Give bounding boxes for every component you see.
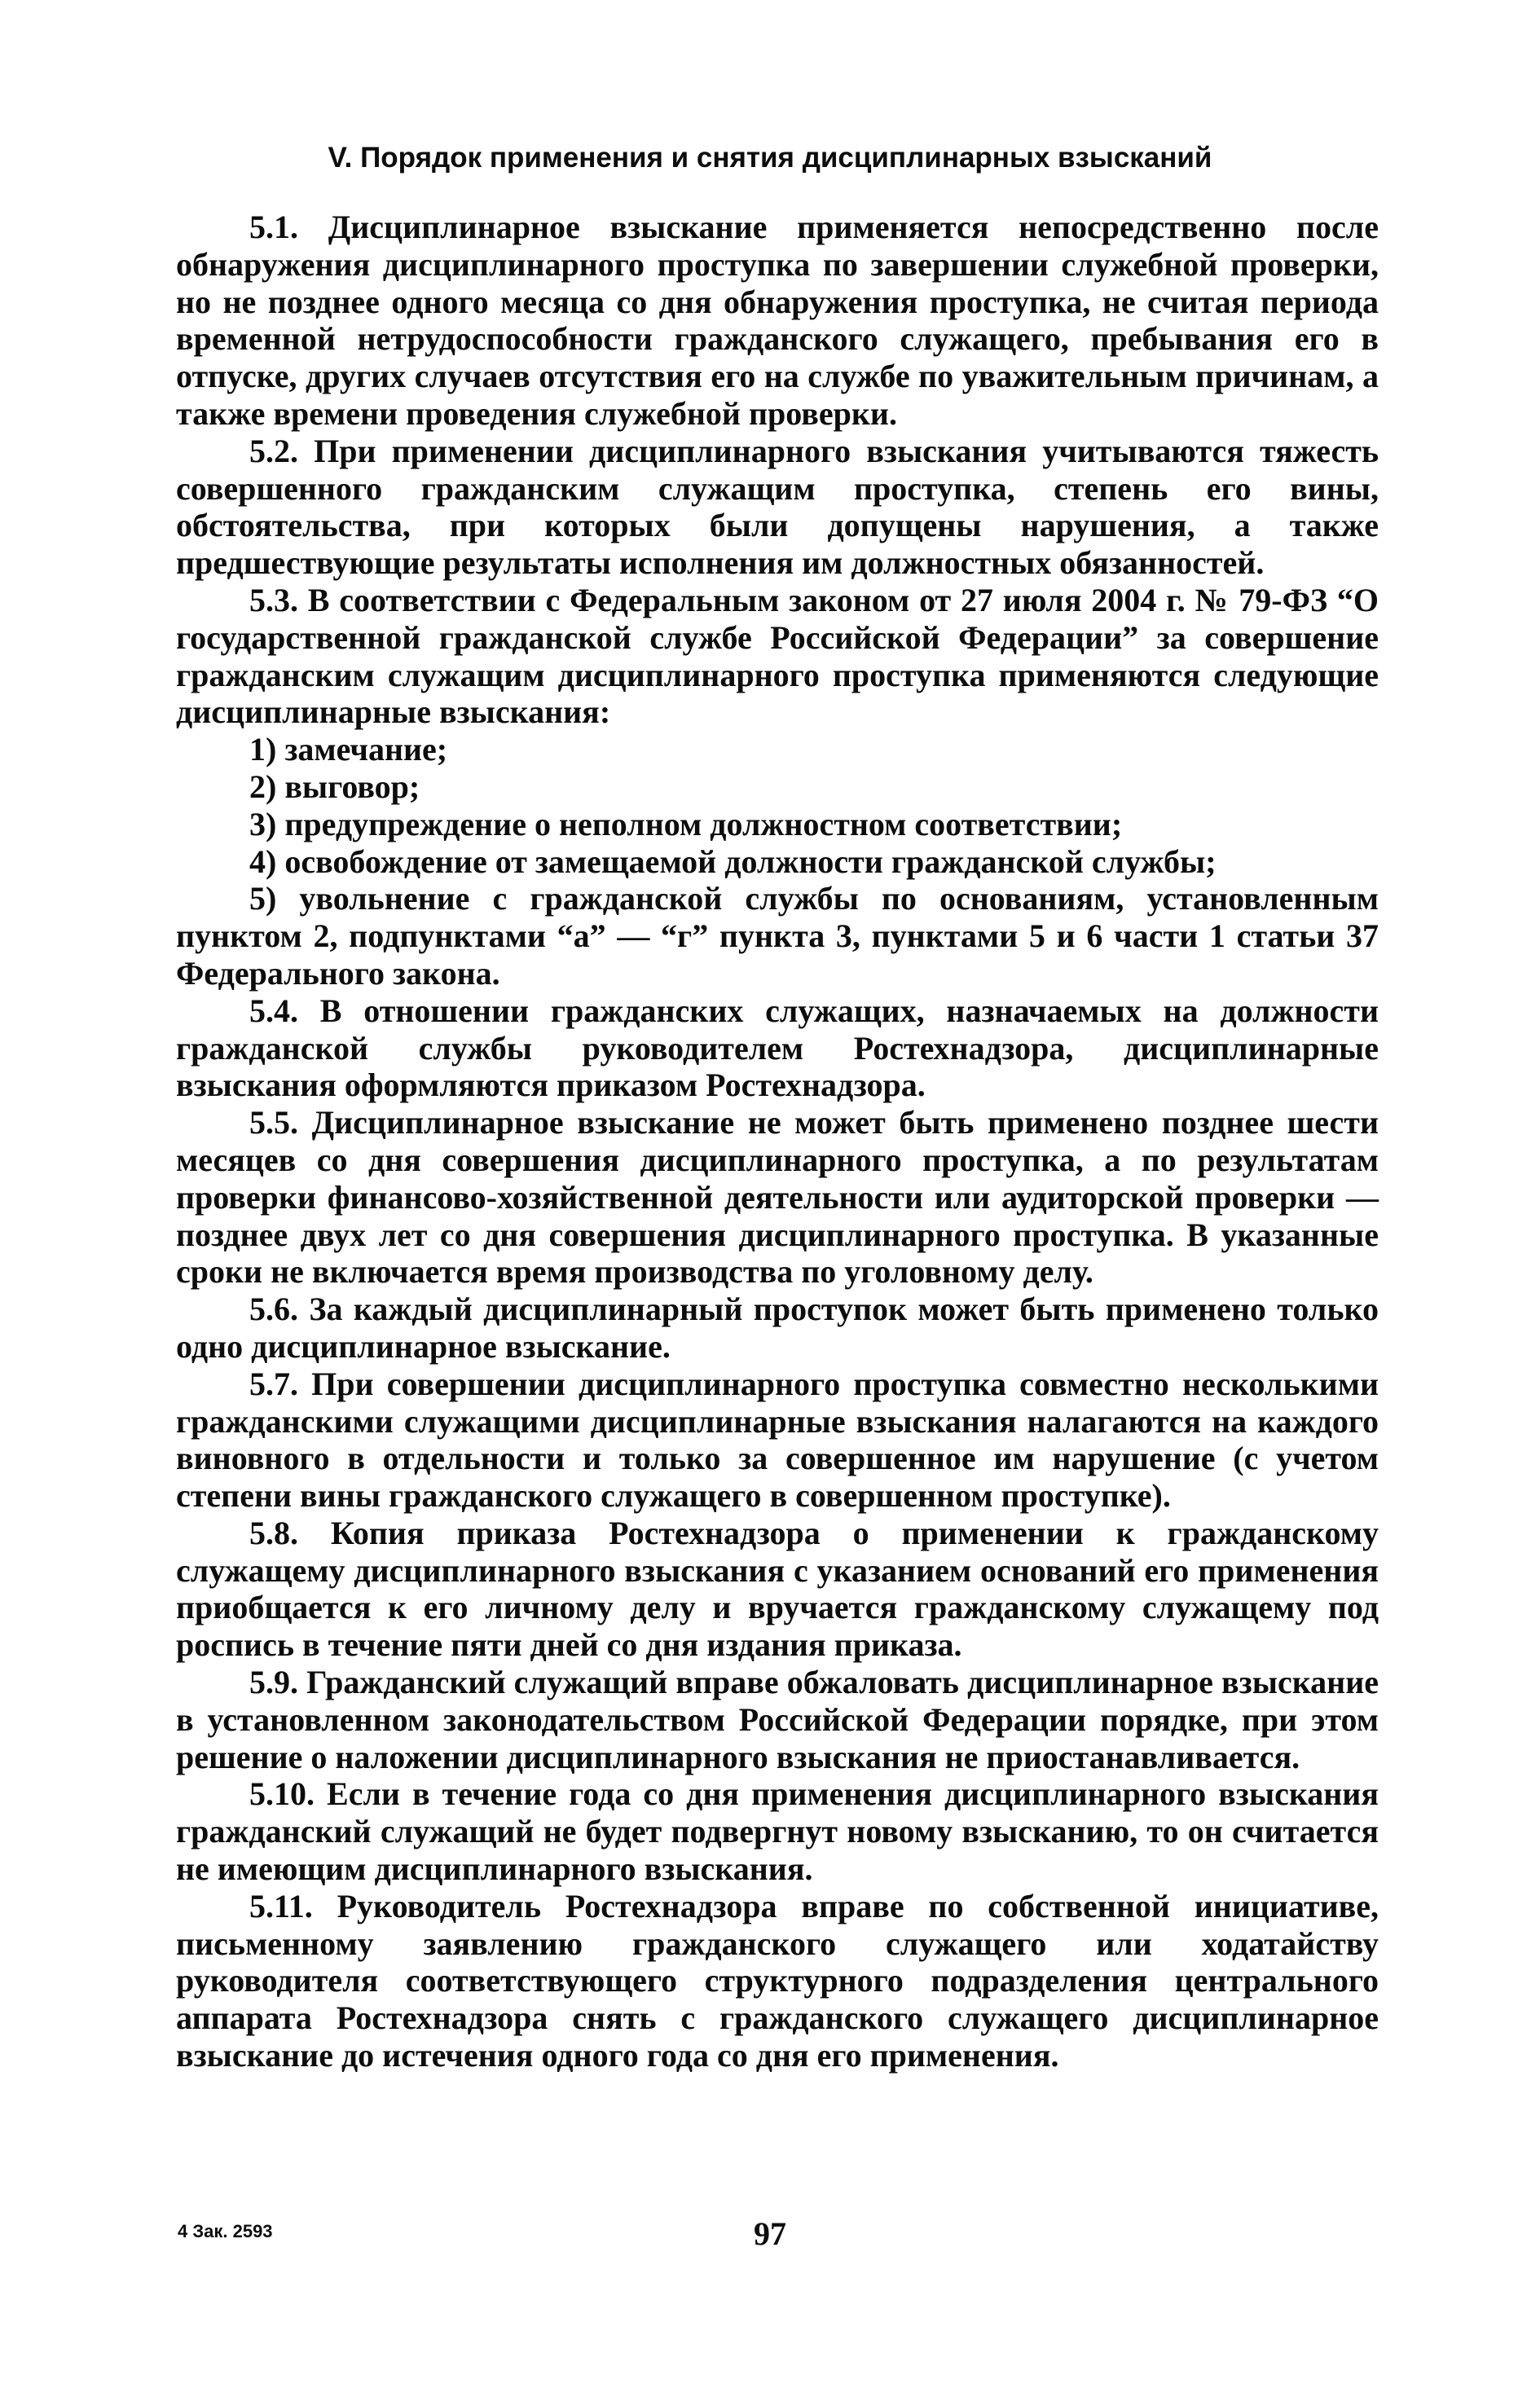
paragraph-5-8: 5.8. Копия приказа Ростехнадзора о применении к гражданскому служащему дисциплинарного взыскания с указанием оснований его применения приобщается к его личному делу и вручается гражданскому служащему под роспись в течение пяти дней со дня издания приказа. — [176, 1514, 1379, 1664]
list-item-3: 3) предупреждение о неполном должностном соответствии; — [249, 805, 1123, 842]
paragraph-5-7: 5.7. При совершении дисциплинарного проступка совместно несколькими гражданскими служащими дисциплинарные взыскания налагаются на каждого виновного в отдельности и только за совершенное им нарушение (с учетом степени вины гражданского служащего в совершенном проступке). — [176, 1365, 1379, 1515]
paragraph-5-6: 5.6. За каждый дисциплинарный проступок может быть применено только одно дисциплинарное взыскание. — [176, 1291, 1379, 1365]
paragraph-5-2: 5.2. При применении дисциплинарного взыскания учитываются тяжесть совершенного гражданским служащим проступка, степень его вины, обстоятельства, при которых были допущены нарушения, а также предшествующие результаты исполнения им должностных обязанностей. — [176, 432, 1379, 582]
paragraph-5-1: 5.1. Дисциплинарное взыскание применяется непосредственно после обнаружения дисциплинарного проступка по завершении служебной проверки, но не позднее одного месяца со дня обнаружения проступка, не считая периода временной нетрудоспособности гражданского служащего, пребывания его в отпуске, других случаев отсутствия его на службе по уважительным причинам, а также времени проведения служебной проверки. — [176, 209, 1379, 432]
section-heading: V. Порядок применения и снятия дисциплинарных взысканий — [328, 142, 1212, 174]
section-body — [176, 209, 1379, 2074]
paragraph-5-4: 5.4. В отношении гражданских служащих, назначаемых на должности гражданской службы руководителем Ростехнадзора, дисциплинарные взыскания оформляются приказом Ростехнадзора. — [176, 992, 1379, 1104]
paragraph-5-11: 5.11. Руководитель Ростехнадзора вправе по собственной инициативе, письменному заявлению гражданского служащего или ходатайству руководителя соответствующего структурного подразделения центрального аппарата Ростехнадзора снять с гражданского служащего дисциплинарное взыскание до истечения одного года со дня его применения. — [176, 1887, 1379, 2074]
paragraph-5-3: 5.3. В соответствии с Федеральным законом от 27 июля 2004 г. № 79-ФЗ “О государственной гражданской службе Российской Федерации” за совершение гражданским служащим дисциплинарного проступка применяются следующие дисциплинарные взыскания: — [176, 581, 1379, 731]
page-number: 97 — [754, 2215, 786, 2252]
list-item-4: 4) освобождение от замещаемой должности гражданской службы; — [249, 842, 1217, 880]
list-item-2: 2) выговор; — [249, 768, 420, 805]
list-item-5: 5) увольнение с гражданской службы по основаниям, установленным пунктом 2, подпунктами “а” — “г” пункта 3, пунктами 5 и 6 части 1 статьи 37 Федерального закона. — [176, 880, 1379, 992]
order-code: 4 Зак. 2593 — [178, 2221, 273, 2241]
list-item-1: 1) замечание; — [249, 731, 448, 768]
paragraph-5-9: 5.9. Гражданский служащий вправе обжаловать дисциплинарное взыскание в установленном законодательством Российской Федерации порядке, при этом решение о наложении дисциплинарного взыскания не приостанавливается. — [176, 1664, 1379, 1775]
paragraph-5-5: 5.5. Дисциплинарное взыскание не может быть применено позднее шести месяцев со дня совершения дисциплинарного проступка, а по результатам проверки финансово-хозяйственной деятельности или аудиторской проверки — позднее двух лет со дня совершения дисциплинарного проступка. В указанные сроки не включается время производства по уголовному делу. — [176, 1104, 1379, 1291]
paragraph-5-10: 5.10. Если в течение года со дня применения дисциплинарного взыскания гражданский служащий не будет подвергнут новому взысканию, то он считается не имеющим дисциплинарного взыскания. — [176, 1775, 1379, 1888]
